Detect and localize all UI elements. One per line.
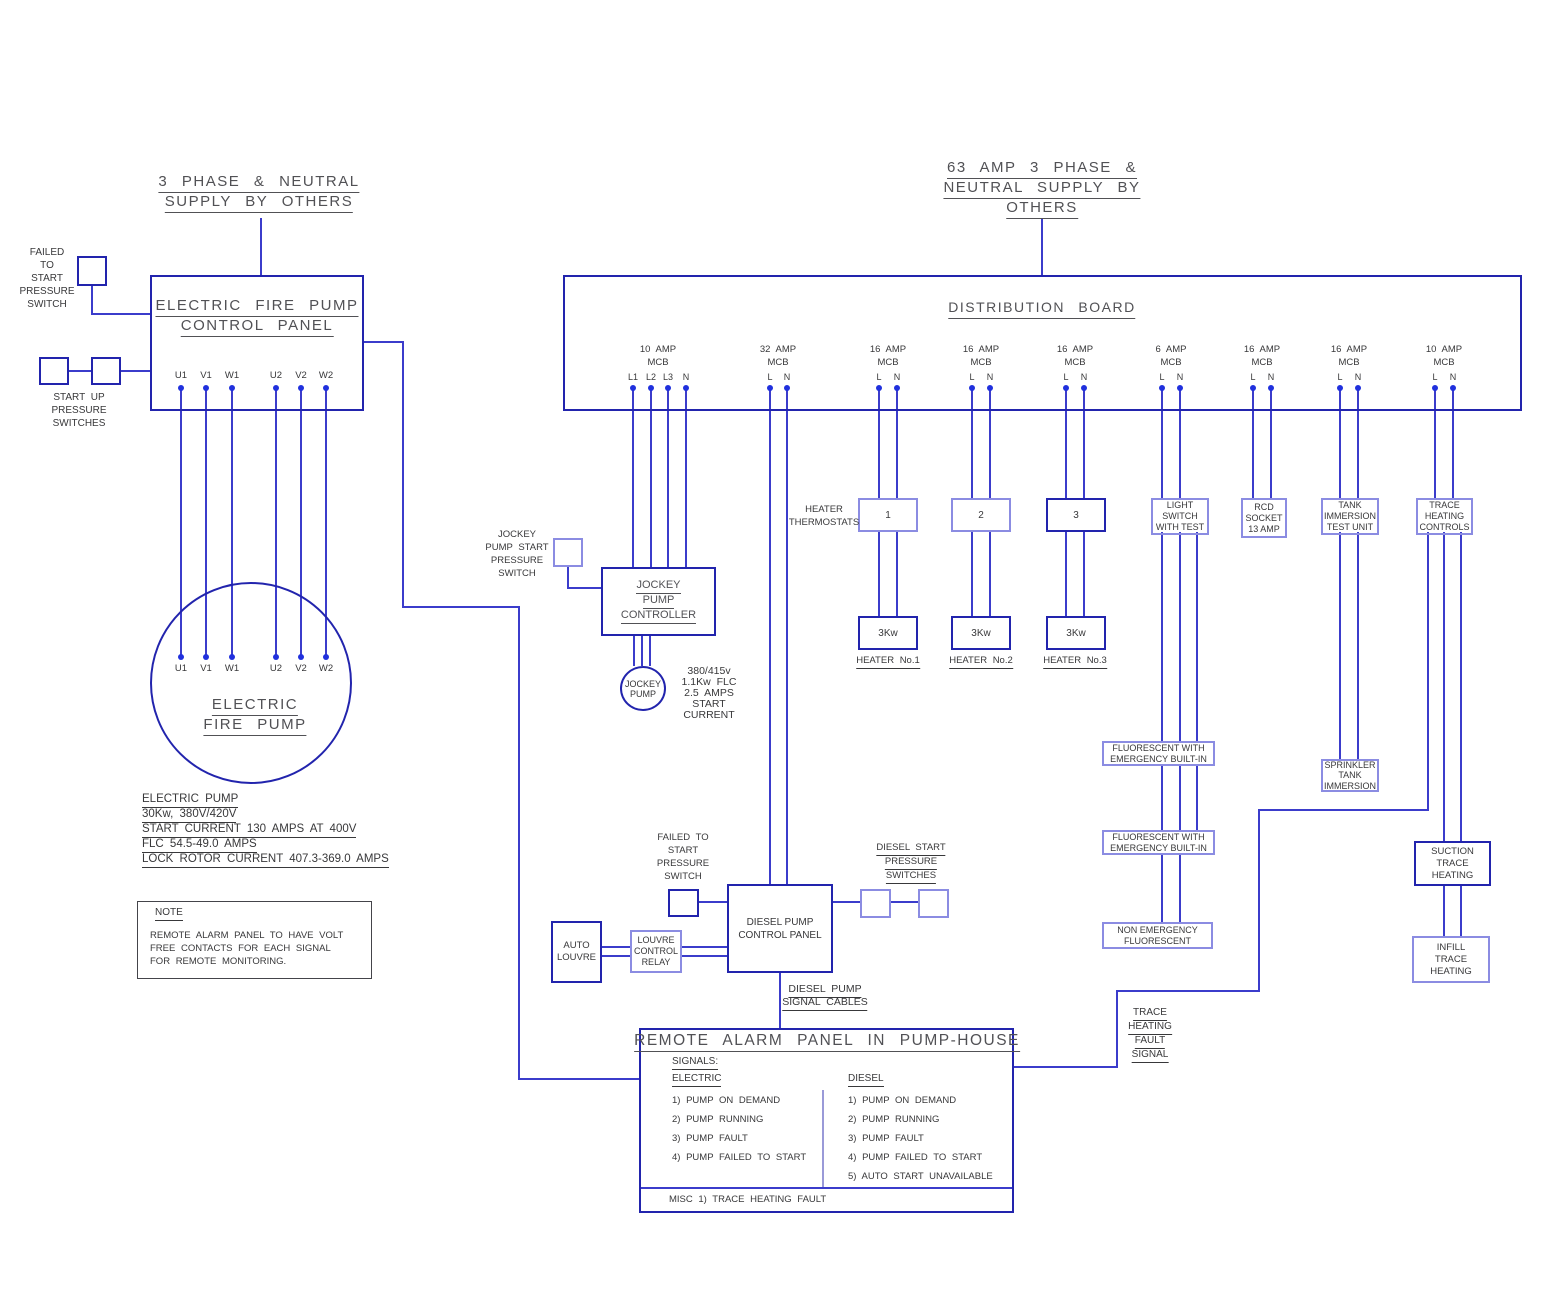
mcb-rating: 6 AMP: [1155, 344, 1187, 355]
mcb-rating: 32 AMP: [759, 344, 797, 355]
terminal-dot: [298, 654, 304, 660]
terminal-dot: [1337, 385, 1343, 391]
startup-pressure-switch-1: [39, 357, 69, 385]
suction-trace-heating: SUCTION TRACE HEATING: [1414, 841, 1491, 886]
mcb-terminal: L1: [627, 372, 639, 382]
terminal-dot: [648, 385, 654, 391]
efp-panel-title: CONTROL PANEL: [181, 316, 334, 337]
wire: [1460, 532, 1462, 841]
jockey-psw-label: JOCKEY: [497, 529, 537, 540]
mcb-terminal: L2: [645, 372, 657, 382]
heater-element-2: 3Kw: [951, 616, 1011, 650]
mcb-type: MCB: [1160, 357, 1182, 368]
alarm-electric-item: 1) PUMP ON DEMAND: [672, 1095, 781, 1106]
heater-name: HEATER No.3: [1043, 654, 1107, 669]
mcb-rating: 16 AMP: [1243, 344, 1281, 355]
mcb-terminal: N: [682, 372, 690, 382]
alarm-diesel-item: 1) PUMP ON DEMAND: [848, 1095, 957, 1106]
alarm-electric-item: 3) PUMP FAULT: [672, 1133, 748, 1144]
wire: [91, 286, 93, 314]
mcb-type: MCB: [970, 357, 992, 368]
diesel-failed-psw-label: SWITCH: [664, 871, 702, 882]
wire: [650, 388, 652, 567]
terminal-dot: [1450, 385, 1456, 391]
terminal-dot: [630, 385, 636, 391]
jockey-spec-line: CURRENT: [683, 709, 735, 721]
wire: [891, 901, 918, 903]
terminal-dot: [784, 385, 790, 391]
mcb-terminal: L: [1432, 372, 1438, 382]
jockey-spec-line: 2.5 AMPS: [684, 687, 734, 699]
distribution-board-title: DISTRIBUTION BOARD: [948, 298, 1135, 319]
efp-terminal-label: W2: [318, 370, 334, 381]
jockey-spec-line: 1.1Kw FLC: [681, 676, 737, 688]
mcb-terminal: L3: [662, 372, 674, 382]
trace-heating-fault-signal-label: TRACE: [1133, 1006, 1167, 1021]
terminal-dot: [665, 385, 671, 391]
terminal-dot: [1432, 385, 1438, 391]
alarm-diesel-item: 5) AUTO START UNAVAILABLE: [848, 1171, 993, 1182]
mcb-type: MCB: [647, 357, 669, 368]
terminal-dot: [323, 654, 329, 660]
terminal-dot: [178, 385, 184, 391]
supply-right-label: OTHERS: [1006, 198, 1078, 219]
mcb-rating: 10 AMP: [1425, 344, 1463, 355]
louvre-control-relay: LOUVRE CONTROL RELAY: [630, 930, 682, 973]
mcb-terminal: L: [1337, 372, 1343, 382]
alarm-electric-header: ELECTRIC: [672, 1072, 721, 1087]
jockey-spec-line: 380/415v: [687, 665, 731, 677]
auto-louvre: AUTO LOUVRE: [551, 921, 602, 983]
wire: [1196, 766, 1198, 830]
mcb-type: MCB: [877, 357, 899, 368]
supply-left-label: 3 PHASE & NEUTRAL: [158, 172, 359, 193]
terminal-dot: [683, 385, 689, 391]
wire: [1161, 766, 1163, 830]
wire: [1161, 532, 1163, 741]
wire: [633, 636, 635, 666]
alarm-diesel-item: 4) PUMP FAILED TO START: [848, 1152, 983, 1163]
trace-heating-controls: TRACE HEATING CONTROLS: [1416, 498, 1473, 535]
pump-spec-line: ELECTRIC PUMP: [142, 792, 238, 808]
heater-thermostat-3: 3: [1046, 498, 1106, 532]
diesel-start-pressure-switch-2: [918, 889, 949, 918]
alarm-diesel-item: 3) PUMP FAULT: [848, 1133, 924, 1144]
supply-left-label: SUPPLY BY OTHERS: [165, 192, 353, 213]
jockey-controller-title: JOCKEY: [636, 579, 680, 594]
wire: [649, 636, 651, 666]
diesel-start-psw-label: SWITCHES: [886, 869, 936, 884]
efp-terminal-label: W1: [224, 370, 240, 381]
wire: [1427, 532, 1429, 810]
mcb-terminal: L: [876, 372, 882, 382]
mcb-terminal: L: [969, 372, 975, 382]
jockey-pump-controller: [601, 567, 716, 636]
startup-switches-label: PRESSURE: [51, 405, 107, 416]
pump-terminal-label: V2: [295, 663, 307, 674]
terminal-dot: [1250, 385, 1256, 391]
terminal-dot: [178, 654, 184, 660]
alarm-diesel-header: DIESEL: [848, 1072, 884, 1087]
wire: [1179, 855, 1181, 922]
jockey-psw-label: PRESSURE: [490, 555, 544, 566]
mcb-rating: 16 AMP: [1330, 344, 1368, 355]
mcb-rating: 16 AMP: [962, 344, 1000, 355]
jockey-controller-title: PUMP: [643, 594, 675, 609]
jockey-psw-label: PUMP START: [485, 542, 549, 553]
failed-start-pressure-switch: [77, 256, 107, 286]
wire: [1116, 990, 1118, 1068]
non-emergency-fluorescent: NON EMERGENCY FLUORESCENT: [1102, 922, 1213, 949]
diesel-start-pressure-switch-1: [860, 889, 891, 918]
pump-spec-line: START CURRENT 130 AMPS AT 400V: [142, 822, 356, 838]
terminal-dot: [969, 385, 975, 391]
diesel-failed-psw-label: FAILED TO: [657, 832, 709, 843]
pump-terminal-label: V1: [200, 663, 212, 674]
pump-circle-title: FIRE PUMP: [203, 715, 306, 736]
efp-terminal-label: V1: [200, 370, 212, 381]
terminal-dot: [229, 654, 235, 660]
startup-switches-label: SWITCHES: [52, 418, 106, 429]
jockey-controller-title: CONTROLLER: [621, 609, 696, 624]
heater-element-3: 3Kw: [1046, 616, 1106, 650]
wire: [518, 606, 520, 1080]
trace-heating-fault-signal-label: HEATING: [1128, 1020, 1172, 1035]
wire: [567, 587, 602, 589]
wire: [1161, 855, 1163, 922]
diesel-failed-psw-label: START: [667, 845, 699, 856]
wire: [602, 955, 630, 957]
wire: [69, 370, 91, 372]
mcb-type: MCB: [767, 357, 789, 368]
mcb-rating: 16 AMP: [1056, 344, 1094, 355]
note-body-line: FOR REMOTE MONITORING.: [150, 956, 287, 967]
mcb-terminal: N: [783, 372, 791, 382]
terminal-dot: [273, 385, 279, 391]
wire: [402, 341, 404, 608]
wire: [685, 388, 687, 567]
heater-name: HEATER No.1: [856, 654, 920, 669]
trace-heating-fault-signal-label: FAULT: [1135, 1034, 1165, 1049]
mcb-terminal: N: [986, 372, 994, 382]
jockey-pump-label: JOCKEY: [624, 678, 661, 689]
failed-start-switch-label: START: [31, 273, 63, 284]
alarm-diesel-item: 2) PUMP RUNNING: [848, 1114, 940, 1125]
mcb-rating: 16 AMP: [869, 344, 907, 355]
mcb-terminal: N: [1449, 372, 1457, 382]
terminal-dot: [1268, 385, 1274, 391]
sprinkler-tank-immersion: SPRINKLER TANK IMMERSION: [1321, 759, 1379, 792]
alarm-panel-title: REMOTE ALARM PANEL IN PUMP-HOUSE: [634, 1031, 1020, 1052]
mcb-terminal: L: [1063, 372, 1069, 382]
mcb-type: MCB: [1251, 357, 1273, 368]
wire: [833, 901, 860, 903]
wire: [878, 532, 880, 616]
pump-circle-title: ELECTRIC: [212, 695, 298, 716]
terminal-dot: [323, 385, 329, 391]
terminal-dot: [298, 385, 304, 391]
wire: [699, 901, 727, 903]
wire: [786, 388, 788, 884]
terminal-dot: [203, 654, 209, 660]
heater-thermostat-1: 1: [858, 498, 918, 532]
terminal-dot: [203, 385, 209, 391]
mcb-terminal: N: [1267, 372, 1275, 382]
heater-thermostat-2: 2: [951, 498, 1011, 532]
wire: [1258, 809, 1260, 992]
startup-switches-label: START UP: [53, 392, 105, 403]
wire: [1443, 532, 1445, 841]
jockey-pump-circle: [620, 666, 666, 711]
supply-right-label: NEUTRAL SUPPLY BY: [943, 178, 1140, 199]
terminal-dot: [987, 385, 993, 391]
wire: [1196, 532, 1198, 741]
diesel-pump-control-panel: DIESEL PUMP CONTROL PANEL: [727, 884, 833, 973]
trace-heating-fault-signal-label: SIGNAL: [1132, 1048, 1169, 1063]
light-switch-with-test: LIGHT SWITCH WITH TEST: [1151, 498, 1209, 535]
wire: [260, 218, 262, 275]
terminal-dot: [1355, 385, 1361, 391]
wire: [1339, 532, 1341, 759]
tank-immersion-test-unit: TANK IMMERSION TEST UNIT: [1321, 498, 1379, 535]
jockey-psw-label: SWITCH: [498, 568, 536, 579]
wire: [402, 606, 520, 608]
jockey-pump-label: PUMP: [629, 688, 656, 699]
note-title: NOTE: [155, 906, 183, 921]
terminal-dot: [1063, 385, 1069, 391]
rcd-socket: RCD SOCKET 13 AMP: [1241, 498, 1287, 538]
pump-terminal-label: W2: [318, 663, 334, 674]
wire: [971, 532, 973, 616]
diesel-failed-start-pressure-switch: [668, 889, 699, 917]
mcb-type: MCB: [1338, 357, 1360, 368]
jockey-start-pressure-switch: [553, 538, 583, 567]
wire: [602, 946, 630, 948]
mcb-terminal: L: [767, 372, 773, 382]
fluorescent-emergency-1: FLUORESCENT WITH EMERGENCY BUILT-IN: [1102, 741, 1215, 766]
terminal-dot: [894, 385, 900, 391]
heater-element-1: 3Kw: [858, 616, 918, 650]
wire: [1014, 1066, 1118, 1068]
failed-start-switch-label: TO: [40, 260, 54, 271]
wire: [121, 370, 151, 372]
failed-start-switch-label: SWITCH: [27, 299, 67, 310]
mcb-terminal: L: [1159, 372, 1165, 382]
wire: [364, 341, 404, 343]
wire: [989, 532, 991, 616]
mcb-terminal: N: [893, 372, 901, 382]
supply-right-label: 63 AMP 3 PHASE &: [947, 158, 1137, 179]
wire: [641, 636, 643, 666]
alarm-misc-row: MISC 1) TRACE HEATING FAULT: [669, 1194, 827, 1205]
terminal-dot: [767, 385, 773, 391]
distribution-board: [563, 275, 1522, 411]
heater-thermostats-label: THERMOSTATS: [788, 517, 860, 528]
note-body-line: REMOTE ALARM PANEL TO HAVE VOLT: [150, 930, 344, 941]
diesel-signal-cables-label: SIGNAL CABLES: [782, 996, 867, 1011]
wire: [567, 567, 569, 589]
wire: [518, 1078, 640, 1080]
pump-spec-line: FLC 54.5-49.0 AMPS: [142, 837, 257, 853]
diesel-start-psw-label: PRESSURE: [885, 855, 937, 870]
pump-terminal-label: W1: [224, 663, 240, 674]
wire: [1065, 532, 1067, 616]
alarm-electric-item: 2) PUMP RUNNING: [672, 1114, 764, 1125]
efp-panel-title: ELECTRIC FIRE PUMP: [155, 296, 358, 317]
diesel-signal-cables-label: DIESEL PUMP: [788, 983, 861, 998]
terminal-dot: [1177, 385, 1183, 391]
wire: [1357, 532, 1359, 759]
electric-fire-pump-circle: [150, 582, 352, 784]
alarm-signals-label: SIGNALS:: [672, 1055, 718, 1070]
mcb-type: MCB: [1064, 357, 1086, 368]
wire: [1179, 532, 1181, 741]
infill-trace-heating: INFILL TRACE HEATING: [1412, 936, 1490, 983]
diesel-start-psw-label: DIESEL START: [876, 841, 945, 856]
mcb-terminal: L: [1250, 372, 1256, 382]
terminal-dot: [1081, 385, 1087, 391]
mcb-terminal: N: [1354, 372, 1362, 382]
wire: [1083, 532, 1085, 616]
fluorescent-emergency-2: FLUORESCENT WITH EMERGENCY BUILT-IN: [1102, 830, 1215, 855]
wire: [682, 946, 727, 948]
mcb-terminal: N: [1176, 372, 1184, 382]
wire: [682, 955, 727, 957]
note-body-line: FREE CONTACTS FOR EACH SIGNAL: [150, 943, 331, 954]
pump-terminal-label: U1: [174, 663, 188, 674]
wire: [1460, 886, 1462, 936]
wire: [779, 973, 781, 1028]
pump-terminal-label: U2: [269, 663, 283, 674]
terminal-dot: [1159, 385, 1165, 391]
wire: [667, 388, 669, 567]
heater-name: HEATER No.2: [949, 654, 1013, 669]
failed-start-switch-label: PRESSURE: [19, 286, 75, 297]
wire: [1443, 886, 1445, 936]
pump-spec-line: 30Kw, 380V/420V: [142, 807, 236, 823]
alarm-electric-item: 4) PUMP FAILED TO START: [672, 1152, 807, 1163]
wire: [1258, 809, 1429, 811]
mcb-type: MCB: [1433, 357, 1455, 368]
efp-terminal-label: U2: [269, 370, 283, 381]
wire: [632, 388, 634, 567]
startup-pressure-switch-2: [91, 357, 121, 385]
wire: [91, 313, 151, 315]
mcb-rating: 10 AMP: [639, 344, 677, 355]
wire: [1116, 990, 1260, 992]
pump-spec-line: LOCK ROTOR CURRENT 407.3-369.0 AMPS: [142, 852, 389, 868]
terminal-dot: [229, 385, 235, 391]
terminal-dot: [876, 385, 882, 391]
wire: [769, 388, 771, 884]
heater-thermostats-label: HEATER: [805, 504, 843, 515]
mcb-terminal: N: [1080, 372, 1088, 382]
wire: [1041, 218, 1043, 275]
wire: [896, 532, 898, 616]
failed-start-switch-label: FAILED: [29, 247, 65, 258]
jockey-spec-line: START: [692, 698, 726, 710]
diesel-failed-psw-label: PRESSURE: [656, 858, 710, 869]
efp-terminal-label: U1: [174, 370, 188, 381]
wire: [1179, 766, 1181, 830]
efp-terminal-label: V2: [295, 370, 307, 381]
terminal-dot: [273, 654, 279, 660]
